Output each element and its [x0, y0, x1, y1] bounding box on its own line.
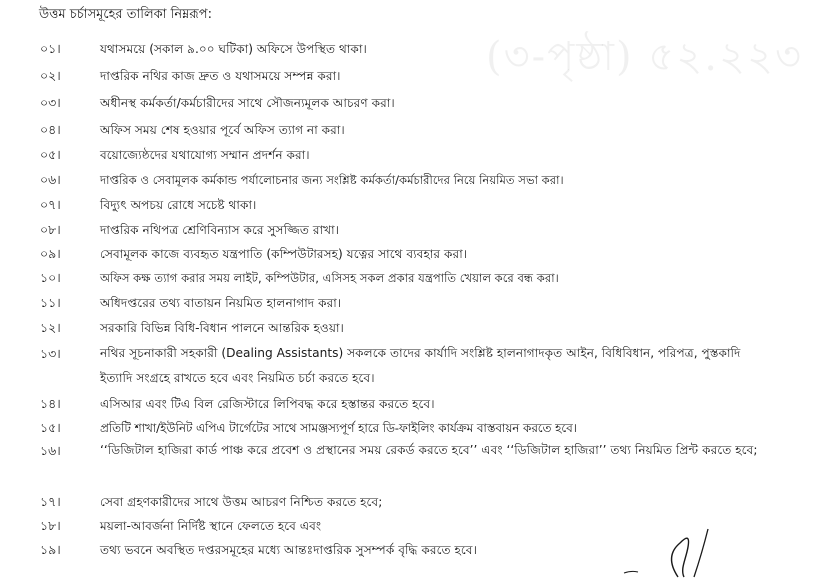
item-number: ১১।: [40, 295, 61, 310]
item-number: ০৮।: [40, 222, 61, 237]
item-text: দাপ্তরিক নথির কাজ দ্রুত ও যথাসময়ে সম্পন্ন করা।: [100, 69, 341, 83]
item-text: অধিদপ্তরের তথ্য বাতায়ন নিয়মিত হালনাগাদ করা।: [100, 296, 342, 310]
item-text: ময়লা-আবর্জনা নির্দিষ্ট স্থানে ফেলতে হবে এবং: [100, 519, 322, 533]
item-text: প্রতিটি শাখা/ইউনিট এপিএ টার্গেটের সাথে সামঞ্জস্যপূর্ণ হারে ডি-ফাইলিং কার্যক্রম বাস্তবায়ন করতে হবে।: [100, 421, 577, 435]
item-number: ০২।: [40, 68, 61, 83]
item-text: বিদ্যুৎ অপচয় রোধে সচেষ্ট থাকা।: [100, 198, 257, 212]
item-number: ০৪।: [40, 122, 61, 137]
item-text: সেবা গ্রহণকারীদের সাথে উত্তম আচরণ নিশ্চিত করতে হবে;: [100, 495, 383, 509]
item-text: অফিস সময় শেষ হওয়ার পূর্বে অফিস ত্যাগ না করা।: [100, 123, 345, 137]
item-text: ‘‘ডিজিটাল হাজিরা কার্ড পাঞ্চ করে প্রবেশ ও প্রস্থানের সময় রেকর্ড করতে হবে’’ এবং ‘‘ডিজিটাল হাজিরা’’ তথ্য নিয়মিত প্রিন্ট করতে হবে;: [100, 443, 758, 457]
item-text: নথির সূচনাকারী সহকারী (Dealing Assistants) সকলকে তাদের কার্যাদি সংশ্লিষ্ট হালনাগাদকৃত আইন, বিধিবিধান, পরিপত্র, পুস্তকাদি ইত্যাদি সংগ্রহে রাখতে হবে এবং নিয়মিত চর্চা করতে হবে।: [100, 346, 741, 385]
item-text: অধীনস্থ কর্মকর্তা/কর্মচারীদের সাথে সৌজন্যমূলক আচরণ করা।: [100, 96, 395, 110]
item-text: সেবামূলক কাজে ব্যবহৃত যন্ত্রপাতি (কম্পিউটারসহ) যত্নের সাথে ব্যবহার করা।: [100, 247, 468, 261]
item-number: ০৯।: [40, 246, 61, 261]
item-text: তথ্য ভবনে অবস্থিত দপ্তরসমূহের মধ্যে আন্তঃদাপ্তরিক সুসম্পর্ক বৃদ্ধি করতে হবে।: [100, 543, 477, 557]
item-text: যথাসময়ে (সকাল ৯.০০ ঘটিকা) অফিসে উপস্থিত থাকা।: [100, 42, 367, 56]
item-text: দাপ্তরিক নথিপত্র শ্রেণিবিন্যাস করে সুসজ্জিত রাখা।: [100, 223, 340, 237]
item-text: দাপ্তরিক ও সেবামূলক কর্মকান্ড পর্যালোচনার জন্য সংশ্লিষ্ট কর্মকর্তা/কর্মচারীদের নিয়ে নিয়মিত সভা করা।: [100, 173, 564, 187]
item-number: ১৭।: [40, 494, 61, 509]
item-number: ১০।: [40, 270, 61, 285]
item-number: ১৪।: [40, 396, 61, 411]
item-number: ১২।: [40, 320, 61, 335]
signature-mark: [620, 525, 740, 578]
item-number: ০৬।: [40, 172, 61, 187]
item-number: ০৭।: [40, 197, 61, 212]
item-text: অফিস কক্ষ ত্যাগ করার সময় লাইট, কম্পিউটার, এসিসহ সকল প্রকার যন্ত্রপাতি খেয়াল করে বন্ধ করা।: [100, 271, 559, 285]
item-number: ১৫।: [40, 420, 61, 435]
item-number: ১৯।: [40, 542, 61, 557]
item-text: সরকারি বিভিন্ন বিধি-বিধান পালনে আন্তরিক হওয়া।: [100, 321, 344, 335]
item-text: বয়োজ্যেষ্ঠদের যথাযোগ্য সম্মান প্রদর্শন করা।: [100, 148, 310, 162]
item-number: ০৩।: [40, 95, 61, 110]
item-text: এসিআর এবং টিএ বিল রেজিস্টারে লিপিবদ্ধ করে হস্তান্তর করতে হবে।: [100, 397, 435, 411]
item-number: ১৮।: [40, 518, 61, 533]
item-number: ১৬।: [40, 443, 61, 458]
bleed-through-text: (৩-পৃষ্ঠা) ৫২.২২৩: [486, 34, 803, 80]
item-number: ০৫।: [40, 147, 61, 162]
item-number: ০১।: [40, 41, 61, 56]
item-number: ১৩।: [40, 346, 61, 361]
list-heading: উত্তম চর্চাসমূহের তালিকা নিম্নরূপ:: [39, 7, 212, 22]
